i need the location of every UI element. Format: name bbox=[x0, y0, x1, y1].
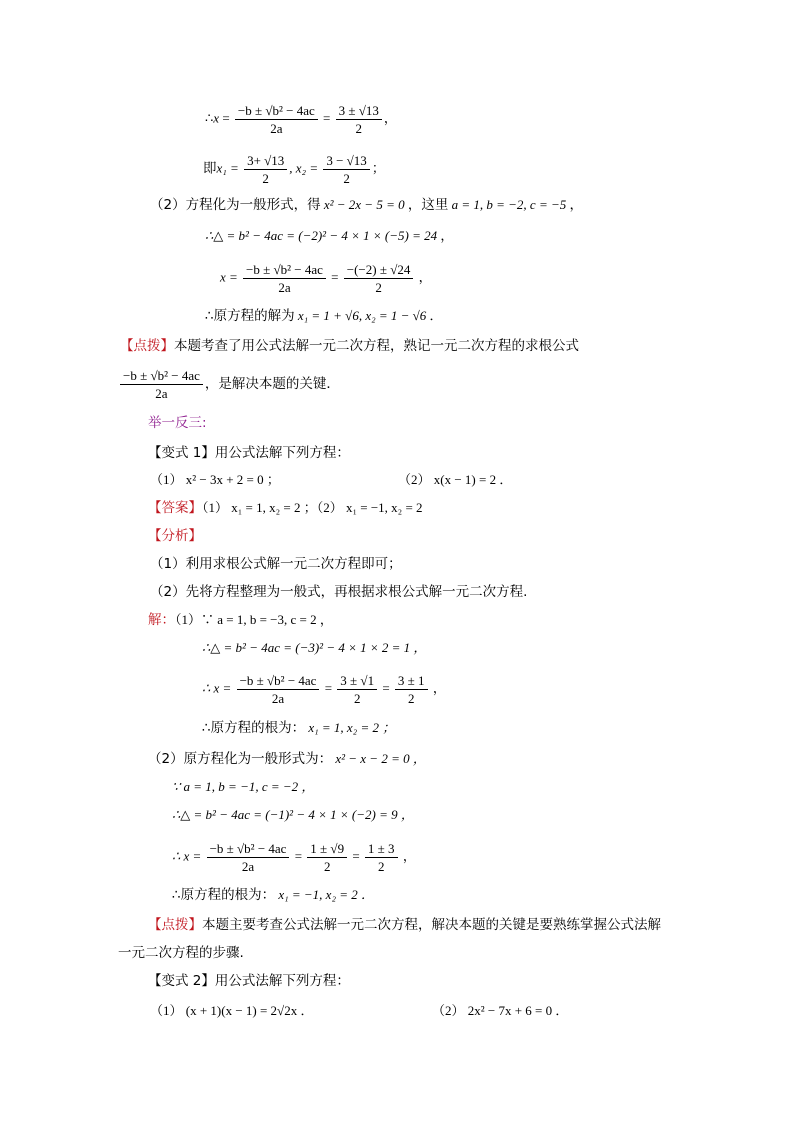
denominator: 2 bbox=[375, 280, 382, 295]
variant-tag: 【变式 1】 bbox=[148, 445, 215, 461]
equation-x-formula-4 bbox=[172, 841, 416, 874]
fraction bbox=[336, 103, 382, 136]
hint-text: 本题考查了用公式法解一元二次方程，熟记一元二次方程的求根公式 bbox=[174, 338, 579, 354]
label-ji: 即 bbox=[203, 160, 217, 177]
fraction bbox=[237, 673, 320, 706]
fraction bbox=[207, 841, 290, 874]
fraction bbox=[344, 262, 414, 295]
problem-2: （2） x(x − 1) = 2 ． bbox=[398, 472, 513, 487]
text: ∴原方程的解为 bbox=[205, 308, 295, 324]
hint-text: 一元二次方程的步骤. bbox=[118, 945, 244, 961]
fraction bbox=[307, 841, 347, 874]
numerator: 3+ √13 bbox=[244, 153, 287, 170]
analysis-tag-line bbox=[148, 527, 202, 545]
punct: ， bbox=[383, 110, 397, 126]
hint-tag: 【点拨】 bbox=[120, 338, 174, 354]
equation: ∴△ = b² − 4ac = (−3)² − 4 × 1 × 2 = 1 ， bbox=[202, 640, 427, 655]
eq-sign: = bbox=[319, 110, 334, 126]
equation: x₁ = 1 + √6, x₂ = 1 − √6 bbox=[294, 308, 430, 323]
answer-tag: 【答案】 bbox=[148, 500, 202, 516]
punct: ， bbox=[569, 197, 583, 213]
discriminant-line-3 bbox=[172, 806, 414, 824]
equation: ∴△ = b² − 4ac = (−2)² − 4 × 1 × (−5) = 24 bbox=[205, 228, 438, 243]
step-2-general-form bbox=[150, 196, 583, 215]
text: ∴原方程的根为： bbox=[202, 720, 306, 736]
variant-2-problem-2 bbox=[432, 1002, 568, 1021]
numerator: 1 ± 3 bbox=[365, 841, 398, 858]
denominator: 2a bbox=[155, 386, 168, 401]
fraction bbox=[323, 153, 369, 186]
numerator: −b ± √b² − 4ac bbox=[207, 841, 290, 858]
hint-text: 本题主要考查公式法解一元二次方程，解决本题的关键是要熟练掌握公式法解 bbox=[202, 917, 661, 933]
equation: x² − x − 2 = 0 ， bbox=[332, 751, 426, 766]
eq-sign: = bbox=[349, 848, 363, 864]
numerator: −(−2) ± √24 bbox=[344, 262, 414, 279]
analysis-tag: 【分析】 bbox=[148, 528, 202, 544]
discriminant-line bbox=[205, 227, 453, 245]
problem-2: （2） 2x² − 7x + 6 = 0 ． bbox=[432, 1003, 569, 1018]
numerator: 3 ± 1 bbox=[395, 673, 428, 690]
text: （1）利用求根公式解一元二次方程即可； bbox=[150, 556, 402, 572]
analysis-1 bbox=[150, 555, 402, 573]
denominator: 2 bbox=[323, 859, 331, 874]
answer-text: （1） x₁ = 1, x₂ = 2 ；（2） x₁ = −1, x₂ = 2 bbox=[202, 500, 423, 515]
punct: ， bbox=[415, 269, 432, 285]
denominator: 2 bbox=[407, 691, 415, 706]
denominator: 2 bbox=[353, 691, 361, 706]
root-x1: x₁ = bbox=[216, 160, 243, 176]
hint-paragraph-1 bbox=[120, 337, 579, 355]
text: （2）先将方程整理为一般式，再根据求根公式解一元二次方程. bbox=[150, 584, 528, 600]
hint-paragraph-2-cont bbox=[118, 944, 244, 962]
fraction bbox=[337, 673, 377, 706]
solution-tag: 解： bbox=[148, 612, 175, 628]
text: 用公式法解下列方程： bbox=[214, 445, 350, 461]
denominator: 2a bbox=[241, 859, 255, 874]
therefore-symbol: ∴ bbox=[205, 110, 214, 126]
punct: ， bbox=[399, 848, 416, 864]
eq-sign: = bbox=[327, 269, 342, 285]
var-x: x = bbox=[220, 269, 242, 285]
var-x: x bbox=[213, 110, 220, 126]
numerator: 1 ± √9 bbox=[307, 841, 347, 858]
roots-line-2 bbox=[202, 719, 395, 738]
variant-2-problem-1 bbox=[150, 1002, 313, 1021]
roots-line-1 bbox=[203, 153, 385, 186]
fraction bbox=[120, 368, 203, 401]
variant-1-problem-2 bbox=[398, 471, 512, 490]
numerator: 3 ± √1 bbox=[337, 673, 377, 690]
punct: ； bbox=[371, 160, 385, 176]
variant-1-title bbox=[148, 444, 350, 462]
denominator: 2 bbox=[377, 859, 385, 874]
root-x2: , x₂ = bbox=[289, 160, 322, 176]
numerator: 3 ± √13 bbox=[336, 103, 382, 120]
coefficients-line-2 bbox=[172, 778, 314, 796]
fraction bbox=[244, 153, 287, 186]
numerator: 3 − √13 bbox=[323, 153, 369, 170]
solution-line-1 bbox=[205, 307, 443, 326]
coefficients: a = 1, b = −2, c = −5 bbox=[448, 197, 570, 212]
var-x: ∴ x = bbox=[172, 848, 205, 864]
general-form-line-2 bbox=[148, 750, 426, 769]
denominator: 2 bbox=[343, 171, 350, 186]
equation-x-formula-1 bbox=[205, 103, 397, 136]
eq-sign: = bbox=[291, 848, 306, 864]
numerator: −b ± √b² − 4ac bbox=[243, 262, 326, 279]
text: ∴原方程的根为： bbox=[172, 887, 276, 903]
fraction bbox=[365, 841, 398, 874]
problem-1: （1） (x + 1)(x − 1) = 2√2x ． bbox=[150, 1003, 314, 1018]
equation: x₁ = −1, x₂ = 2 ． bbox=[275, 887, 374, 902]
hint-paragraph-2 bbox=[148, 916, 661, 934]
punct: ， bbox=[437, 228, 454, 243]
variant-2-title bbox=[148, 972, 350, 990]
answer-line bbox=[148, 499, 423, 518]
denominator: 2 bbox=[262, 171, 269, 186]
fraction bbox=[235, 103, 318, 136]
variant-tag: 【变式 2】 bbox=[148, 973, 215, 989]
eq-sign: = bbox=[219, 110, 233, 126]
discriminant-line-2 bbox=[202, 639, 426, 657]
eq-sign: = bbox=[379, 680, 393, 696]
numerator: −b ± √b² − 4ac bbox=[237, 673, 320, 690]
problem-1: （1） x² − 3x + 2 = 0 ； bbox=[150, 472, 280, 487]
heading-text: 举一反三: bbox=[148, 415, 207, 431]
text: （2）方程化为一般形式，得 bbox=[150, 197, 321, 213]
denominator: 2a bbox=[278, 280, 291, 295]
var-x: ∴ x = bbox=[202, 680, 235, 696]
hint-formula-line bbox=[118, 368, 340, 401]
analysis-2 bbox=[150, 583, 527, 601]
punct: ， bbox=[429, 680, 446, 696]
fraction bbox=[243, 262, 326, 295]
variant-1-problems bbox=[150, 471, 280, 490]
text: （2）原方程化为一般形式为： bbox=[148, 751, 333, 767]
numerator: −b ± √b² − 4ac bbox=[235, 103, 318, 120]
equation: x² − 2x − 5 = 0 bbox=[320, 197, 408, 212]
text: 用公式法解下列方程： bbox=[214, 973, 350, 989]
punct: ． bbox=[429, 309, 443, 324]
denominator: 2 bbox=[355, 121, 363, 136]
equation: ∵ a = 1, b = −1, c = −2 ， bbox=[172, 779, 315, 794]
text: ，是解决本题的关键． bbox=[204, 376, 340, 392]
fraction bbox=[395, 673, 428, 706]
text: （1）∵ a = 1, b = −3, c = 2 ， bbox=[175, 612, 333, 627]
numerator: −b ± √b² − 4ac bbox=[120, 368, 203, 385]
roots-line-3 bbox=[172, 886, 374, 905]
text: ，这里 bbox=[407, 197, 449, 213]
eq-sign: = bbox=[321, 680, 336, 696]
equation: ∴△ = b² − 4ac = (−1)² − 4 × 1 × (−2) = 9 ， bbox=[172, 807, 414, 822]
denominator: 2a bbox=[271, 691, 285, 706]
section-heading-practice bbox=[148, 414, 207, 432]
equation-x-formula-2 bbox=[220, 262, 432, 295]
denominator: 2a bbox=[270, 121, 283, 136]
hint-tag: 【点拨】 bbox=[148, 917, 202, 933]
equation: x₁ = 1, x₂ = 2 ； bbox=[305, 720, 396, 735]
equation-x-formula-3 bbox=[202, 673, 446, 706]
solution-start bbox=[148, 611, 333, 630]
